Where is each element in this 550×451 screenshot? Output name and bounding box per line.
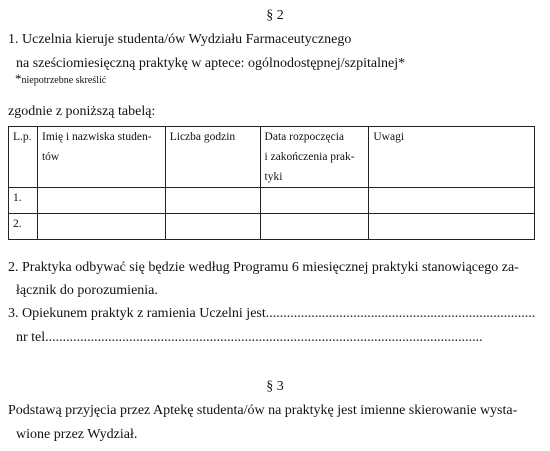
header-dates: Data rozpoczęcia i zakończenia prak- tyki: [260, 127, 369, 188]
paragraph-3-line-2: nr tel.............................................................................................................................: [16, 330, 483, 345]
row-2-student-names: [37, 214, 165, 240]
row-1-student-names: [37, 188, 165, 214]
header-hours: Liczba godzin: [165, 127, 260, 188]
section-2-heading: § 2: [266, 8, 284, 23]
paragraph-3-line-1: 3. Opiekunem praktyk z ramienia Uczelni jest.............................................................................: [8, 306, 536, 321]
row-1-lp: 1.: [9, 188, 38, 214]
header-student-names: Imię i nazwiska studen- tów: [37, 127, 165, 188]
row-1-dates: [260, 188, 369, 214]
footnote-text: niepotrzebne skreślić: [21, 75, 107, 86]
paragraph-2-line-2: łącznik do porozumienia.: [16, 283, 158, 298]
paragraph-1-line-2: na sześciomiesięczną praktykę w aptece: ogólnodostępnej/szpitalnej*: [16, 56, 406, 71]
header-lp: L.p.: [9, 127, 38, 188]
table-intro: zgodnie z poniższą tabelą:: [8, 104, 156, 119]
section-3-paragraph-line-1: Podstawą przyjęcia przez Aptekę studenta/ów na praktykę jest imienne skierowanie wysta-: [8, 403, 518, 418]
table-header-row: [9, 127, 535, 188]
paragraph-2-line-1: 2. Praktyka odbywać się będzie według Programu 6 miesięcznej praktyki stanowiącego za-: [8, 260, 519, 275]
header-notes: Uwagi: [369, 127, 535, 188]
row-2-hours: [165, 214, 260, 240]
table-row: [9, 188, 535, 214]
row-1-notes: [369, 188, 535, 214]
row-2-dates: [260, 214, 369, 240]
section-3-heading: § 3: [266, 379, 284, 394]
row-2-lp: 2.: [9, 214, 38, 240]
paragraph-1-line-1: 1. Uczelnia kieruje studenta/ów Wydziału Farmaceutycznego: [8, 32, 352, 47]
row-2-notes: [369, 214, 535, 240]
row-1-hours: [165, 188, 260, 214]
table-row: [9, 214, 535, 240]
section-3-paragraph-line-2: wione przez Wydział.: [16, 427, 138, 442]
footnote: [15, 71, 106, 88]
internship-table: [8, 126, 535, 240]
footnote-mark: *: [15, 71, 22, 86]
